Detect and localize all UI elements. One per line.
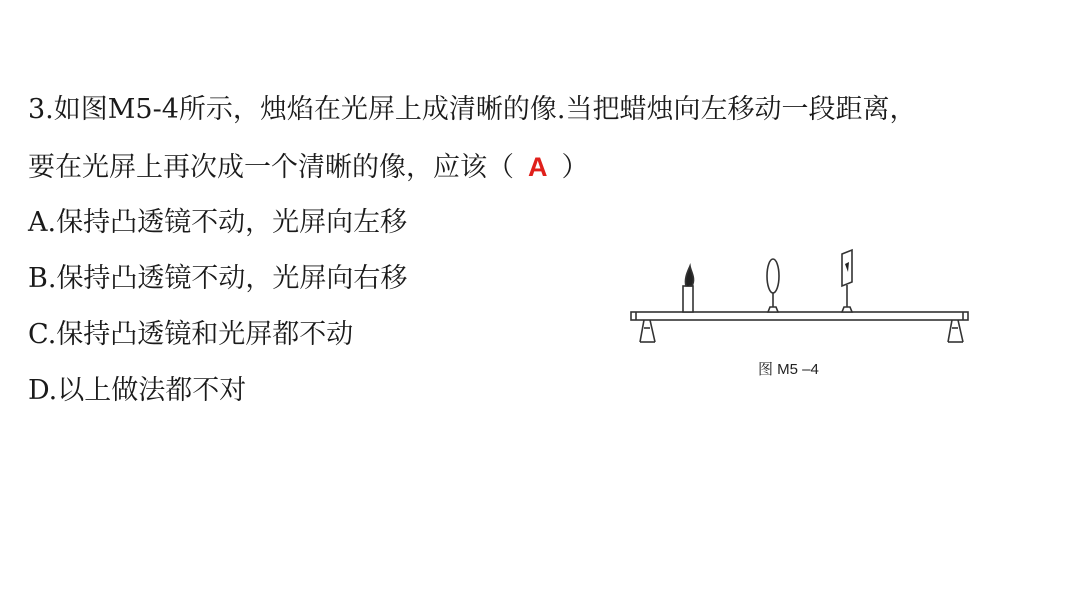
light-screen-icon — [842, 250, 852, 312]
option-text: 保持凸透镜和光屏都不动 — [56, 319, 354, 350]
answer-mark: A — [528, 152, 548, 182]
option-b — [28, 262, 407, 296]
question-number: 3. — [28, 94, 54, 125]
option-text: 以上做法都不对 — [57, 375, 247, 406]
closing-paren: ） — [561, 152, 589, 183]
convex-lens-icon — [767, 259, 779, 312]
option-d — [28, 374, 246, 408]
option-a — [28, 206, 407, 240]
question-stem-line2 — [28, 150, 589, 185]
question-stem-text: 如图M5-4所示，烛焰在光屏上成清晰的像.当把蜡烛向左移动一段距离， — [53, 94, 917, 125]
figure-caption: 图 M5 –4 — [758, 361, 819, 378]
question-stem-text-2: 要在光屏上再次成一个清晰的像，应该（ — [28, 152, 514, 183]
option-text: 保持凸透镜不动，光屏向左移 — [56, 207, 408, 238]
optical-bench — [631, 312, 968, 320]
candle-icon — [683, 266, 694, 312]
option-label: D. — [28, 375, 58, 406]
option-label: C. — [28, 319, 57, 350]
optical-bench-figure — [628, 238, 972, 388]
option-label: A. — [28, 207, 57, 238]
bench-leg-right — [948, 320, 963, 342]
option-c — [28, 318, 353, 352]
bench-leg-left — [640, 320, 655, 342]
question-stem-line1 — [28, 93, 916, 127]
option-text: 保持凸透镜不动，光屏向右移 — [56, 263, 408, 294]
option-label: B. — [28, 263, 57, 294]
